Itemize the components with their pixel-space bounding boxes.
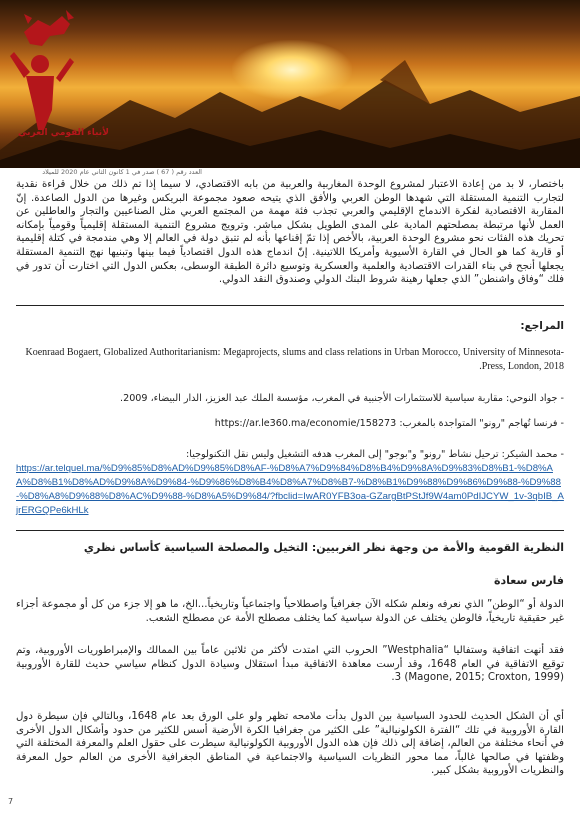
reference-item: - جواد النوحي: مقاربة سياسية للاستثمارات الأجنبية في المغرب، مؤسسة الملك عبد العزيز، الدار البيضاء، 2009. bbox=[120, 393, 564, 404]
section-divider bbox=[16, 530, 564, 531]
body-paragraph: أي أن الشكل الحديث للحدود السياسية بين الدول بدأت ملامحه تظهر ولو على الورق بعد عام 1648، وبالتالي فإن سيطرة دول القارة الأوروبية في تلك “الفترة الكولونيالية” على الكثير من جغرافيا الكرة الأرضية أسس للكثير من حدود وأشكال الدول الأخرى في أنحاء مختلفة من العالم، إضافة إلى ذلك فإن هذه الدول الأوروبية الكولونيالية سيطرت على حقول العلم والمعرفة المختلفة التي وظفتها في صالحها غالباً، مما محور النظريات السياسية والاجتماعية في المناطق الجغرافية الأخرى من العالم حول المعرفة والنظريات الأوروبية بشكل كبير. bbox=[16, 711, 564, 777]
logo-text: لأنباء القومي العربي bbox=[18, 128, 109, 138]
section-divider bbox=[16, 305, 564, 306]
body-paragraph: الدولة أو “الوطن” الذي نعرفه ونعلم شكله الآن جغرافياً واصطلاحياً واجتماعياً وتاريخياً...الخ، ما هو إلا جزء من كل أو مجموعة أجزاء غير حقيقية تاريخياً، فالوطن يختلف عن الدولة سياسية كما يختلف مصطلح الأمة عن مصطلح الشعب. bbox=[16, 599, 564, 624]
reference-english: -Koenraad Bogaert, Globalized Authoritarianism: Megaprojects, slums and class relations in Urban Morocco, University of Minnesota Press, London, 2018. bbox=[25, 347, 564, 372]
reference-label: - محمد الشيكر: ترحيل نشاط "رونو" و"بوجو" إلى المغرب هدفه التشغيل وليس نقل التكنولوجيا: bbox=[186, 449, 564, 460]
header-banner bbox=[0, 0, 580, 168]
reference-link[interactable]: https://ar.telquel.ma/%D9%85%D8%AD%D9%85%D8%AF-%D8%A7%D9%84%D8%B4%D9%8A%D9%83%D8%B1-%D8%AA%D8%B1%D8%AD%D9%8A%D9%84-%D9%86%D8%B4%D8%A7%D8%B7-%D8%B1%D9%88%D9%86%D9%88-%D9%88-%D8%A8%D9%88%D8%AC%D9%88-%D8%A5%D9%84/?fbclid=IwAR0YFB3oa-GZargBtPStJf9W4am0PdIJCYW_1v-3qbIB_AjrERGQPe6kHLk bbox=[16, 463, 564, 516]
issue-line: العدد رقم ( 67 ) صدر في 1 كانون الثاني عام 2020 للميلاد bbox=[42, 168, 202, 176]
page-number: 7 bbox=[8, 797, 14, 806]
article-author: فارس سعادة bbox=[494, 574, 564, 587]
reference-item-with-link bbox=[16, 448, 564, 518]
article-title: النظرية القومية والأمة من وجهة نظر الغربيين: التخيل والمصلحة السياسية كأساس نظري bbox=[83, 541, 564, 554]
reference-item: - فرنسا تُهاجم "رونو" المتواجدة بالمغرب: https://ar.le360.ma/economie/158273 bbox=[214, 418, 564, 429]
body-paragraph: فقد أنهت اتفاقية وستفاليا “Westphalia” الحروب التي امتدت لأكثر من ثلاثين عاماً بين الممالك والإمبراطوريات الأوروبية، وتم توقيع الاتفاقية في العام 1648، وقد أرست معاهدة الاتفاقية مبدأ استقلال وسيادة الدول كنظام سياسي حديث للقارة الأوروبية (Magone, 2015; Croxton, 1999) 3. bbox=[16, 645, 565, 684]
references-heading: المراجع: bbox=[520, 320, 564, 332]
body-paragraph: باختصار، لا بد من إعادة الاعتبار لمشروع الوحدة المغاربية والعربية من بابه الاقتصادي، لا سيما إذا تم ذلك من خلال قراءة نقدية لتجارب التنمية المستقلة التي شهدها الوطن العربي والأفق الذي يتيحه صعود مجموعة البريكس وغيرها من الدول الصاعدة. إنّ المقاربة الاقتصادية لفكرة الاندماج الإقليمي والعربي تجذب فئة مهمة من المجتمع العربي مثل الصناعيين والتجار والعاطلين عن العمل لأنها مرتبطة بمصلحتهم المادية على المدى الطويل بشكل مباشر. وترويج مشروع التنمية المستقلة إقليمياً وقومياً بإمكانه تحريك هذه الفئات نحو مشروع الوحدة العربية، بالأخص إذا تمّ إقناعها بأنه لم تتبق دولة في العالم إلا وهي مندمجة في كتلة إقليمية أو قارية كما هو الحال في القارة الأسيوية وأمريكا اللاتينية. إنّ اندماج هذه الدول اقتصادياً فيما بينها وتبنيها نهج التنمية المستقلة يجعلها أنجح في بناء القدرات الاقتصادية والعلمية والعسكرية وتوسيع دائرة الطبقة الوسطى، بعكس الدول التي اختارت أن تدور في فلك “وفاق واشنطن” الذي جعلها رهينة شروط البنك الدولي وصندوق النقد الدولي. bbox=[16, 179, 564, 286]
